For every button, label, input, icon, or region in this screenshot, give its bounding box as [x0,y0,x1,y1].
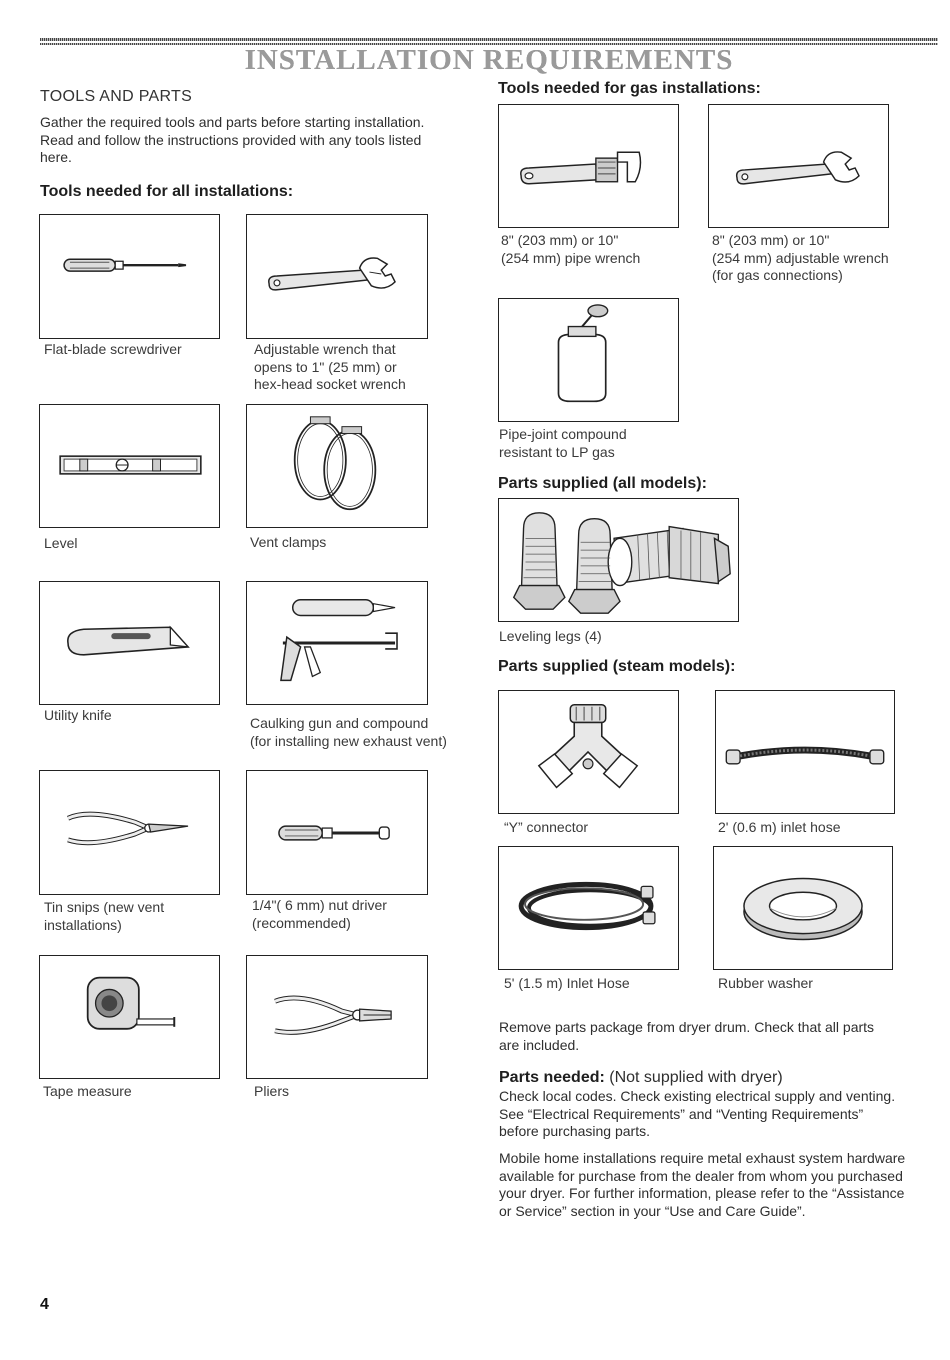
vent-clamps-figure [246,404,428,528]
pipe-wrench-figure [498,104,679,228]
tape-measure-figure [39,955,220,1079]
parts-needed-qualifier: (Not supplied with dryer) [604,1069,783,1086]
pipe-wrench-icon [499,105,678,227]
y-connector-figure [498,690,679,814]
pipe-joint-compound-figure [498,298,679,422]
parts-needed-paragraph-1: Check local codes. Check existing electrical supply and venting. See “Electrical Requirements” and “Venting Requirements” before purchasing parts. [499,1088,896,1139]
gas-adjustable-wrench-figure [708,104,889,228]
level-figure [39,404,220,528]
caulking-gun-figure [246,581,428,705]
top-rule [40,38,938,41]
tape-measure-caption: Tape measure [43,1083,132,1099]
pliers-icon [247,956,427,1078]
flat-blade-screwdriver-icon [40,215,219,338]
rubber-washer-icon [714,847,892,969]
flat-blade-screwdriver-figure [39,214,220,339]
short-inlet-hose-figure [715,690,895,814]
leveling-legs-figure [498,498,739,622]
adjustable-wrench-icon [709,105,888,227]
pipe-joint-compound-caption: Pipe-joint compound resistant to LP gas [499,426,627,460]
vent-clamps-icon [247,405,427,527]
gas-installations-heading: Tools needed for gas installations: [498,80,761,97]
tools-and-parts-heading: TOOLS AND PARTS [40,88,193,105]
caulking-gun-caption: Caulking gun and compound (for installing new exhaust vent) [250,715,447,749]
parts-all-models-heading: Parts supplied (all models): [498,475,707,492]
utility-knife-caption: Utility knife [44,707,112,723]
tin-snips-caption: Tin snips (new vent installations) [44,899,165,933]
leveling-legs-caption: Leveling legs (4) [499,628,602,644]
parts-needed-heading [499,1069,783,1087]
page-number: 4 [40,1296,49,1313]
pipe-wrench-caption: 8" (203 mm) or 10" (254 mm) pipe wrench [501,232,641,266]
leveling-legs-icon [499,499,738,621]
utility-knife-icon [40,582,219,704]
level-icon [40,405,219,527]
tin-snips-figure [39,770,220,895]
vent-clamps-caption: Vent clamps [250,534,327,550]
parts-needed-label: Parts needed: [499,1069,605,1086]
long-inlet-hose-figure [498,846,679,970]
tape-measure-icon [40,956,219,1078]
nut-driver-icon [247,771,427,894]
nut-driver-caption: 1/4"( 6 mm) nut driver (recommended) [252,897,387,931]
page-title: INSTALLATION REQUIREMENTS [244,44,734,76]
long-inlet-hose-caption: 5' (1.5 m) Inlet Hose [504,975,630,991]
all-installations-heading: Tools needed for all installations: [40,183,294,200]
y-connector-caption: “Y” connector [504,819,589,835]
short-inlet-hose-icon [716,691,894,813]
parts-steam-models-heading: Parts supplied (steam models): [498,658,736,675]
adjustable-wrench-figure [246,214,428,339]
rubber-washer-figure [713,846,893,970]
pipe-joint-compound-icon [499,299,678,421]
adjustable-wrench-caption: Adjustable wrench that opens to 1" (25 mm) or hex-head socket wrench [254,341,406,392]
nut-driver-figure [246,770,428,895]
parts-needed-paragraph-2: Mobile home installations require metal exhaust system hardware available for purchase from the dealer from whom you purchased your dryer. For further information, please refer to the “Assistance or Service” section in your “Use and Care Guide”. [499,1150,906,1219]
y-connector-icon [499,691,678,813]
level-caption: Level [44,535,78,551]
long-inlet-hose-icon [499,847,678,969]
parts-check-note: Remove parts package from dryer drum. Check that all parts are included. [499,1019,875,1053]
tools-and-parts-intro: Gather the required tools and parts before starting installation. Read and follow the instructions provided with any tools listed here. [40,114,425,165]
short-inlet-hose-caption: 2' (0.6 m) inlet hose [718,819,841,835]
flat-blade-screwdriver-caption: Flat-blade screwdriver [44,341,182,357]
pliers-figure [246,955,428,1079]
gas-adjustable-wrench-caption: 8" (203 mm) or 10" (254 mm) adjustable wrench (for gas connections) [712,232,889,283]
tin-snips-icon [40,771,219,894]
rubber-washer-caption: Rubber washer [718,975,813,991]
pliers-caption: Pliers [254,1083,290,1099]
caulking-gun-icon [247,582,427,704]
utility-knife-figure [39,581,220,705]
adjustable-wrench-icon [247,215,427,338]
